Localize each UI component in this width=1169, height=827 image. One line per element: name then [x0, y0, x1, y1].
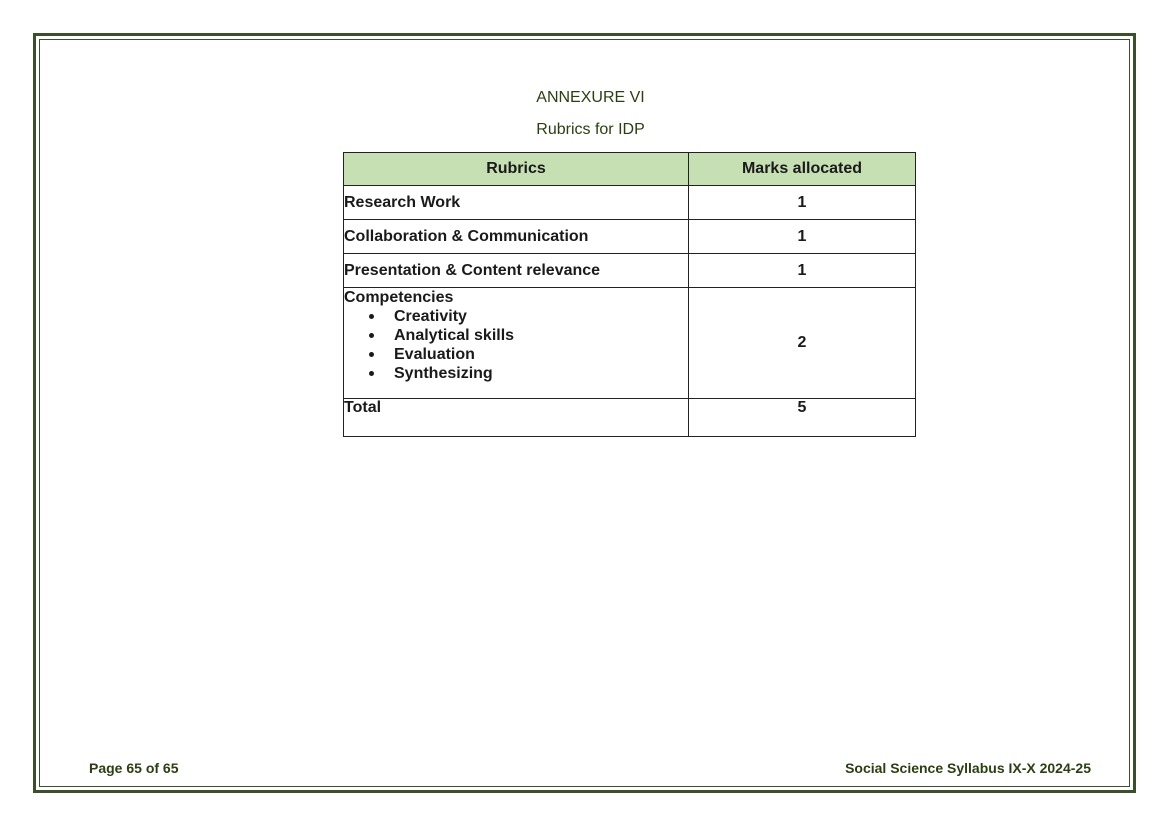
- table-row: [344, 254, 916, 288]
- competencies-label: Competencies: [344, 289, 454, 306]
- rubric-cell: Research Work: [344, 186, 689, 220]
- footer-document-title: Social Science Syllabus IX-X 2024-25: [845, 760, 1091, 776]
- header-rubrics: Rubrics: [344, 153, 689, 186]
- total-row: [344, 399, 916, 437]
- marks-cell: 1: [689, 186, 916, 220]
- list-item: [344, 345, 688, 364]
- list-item-label: Evaluation: [394, 346, 475, 363]
- list-item-label: Synthesizing: [394, 365, 493, 382]
- marks-cell: 2: [689, 288, 916, 399]
- competencies-list: [344, 307, 688, 383]
- section-subtitle: Rubrics for IDP: [536, 121, 645, 138]
- table-row: [344, 288, 916, 399]
- bullet-icon: [369, 333, 374, 338]
- rubric-cell: Collaboration & Communication: [344, 220, 689, 254]
- list-item: [344, 307, 688, 326]
- header-marks-allocated: Marks allocated: [689, 153, 916, 186]
- list-item: [344, 326, 688, 345]
- bullet-icon: [369, 371, 374, 376]
- list-item: [344, 364, 688, 383]
- table-row: [344, 220, 916, 254]
- bullet-icon: [369, 352, 374, 357]
- list-item-label: Creativity: [394, 308, 467, 325]
- table-header-row: [344, 153, 916, 186]
- list-item-label: Analytical skills: [394, 327, 515, 344]
- total-label: Total: [344, 399, 689, 437]
- marks-cell: 1: [689, 254, 916, 288]
- table-row: [344, 186, 916, 220]
- annexure-title: ANNEXURE VI: [536, 89, 645, 106]
- rubric-cell: Presentation & Content relevance: [344, 254, 689, 288]
- total-marks: 5: [689, 399, 916, 437]
- rubric-cell: [344, 288, 689, 399]
- rubrics-table: [343, 152, 916, 437]
- page-number: Page 65 of 65: [89, 760, 179, 776]
- marks-cell: 1: [689, 220, 916, 254]
- bullet-icon: [369, 314, 374, 319]
